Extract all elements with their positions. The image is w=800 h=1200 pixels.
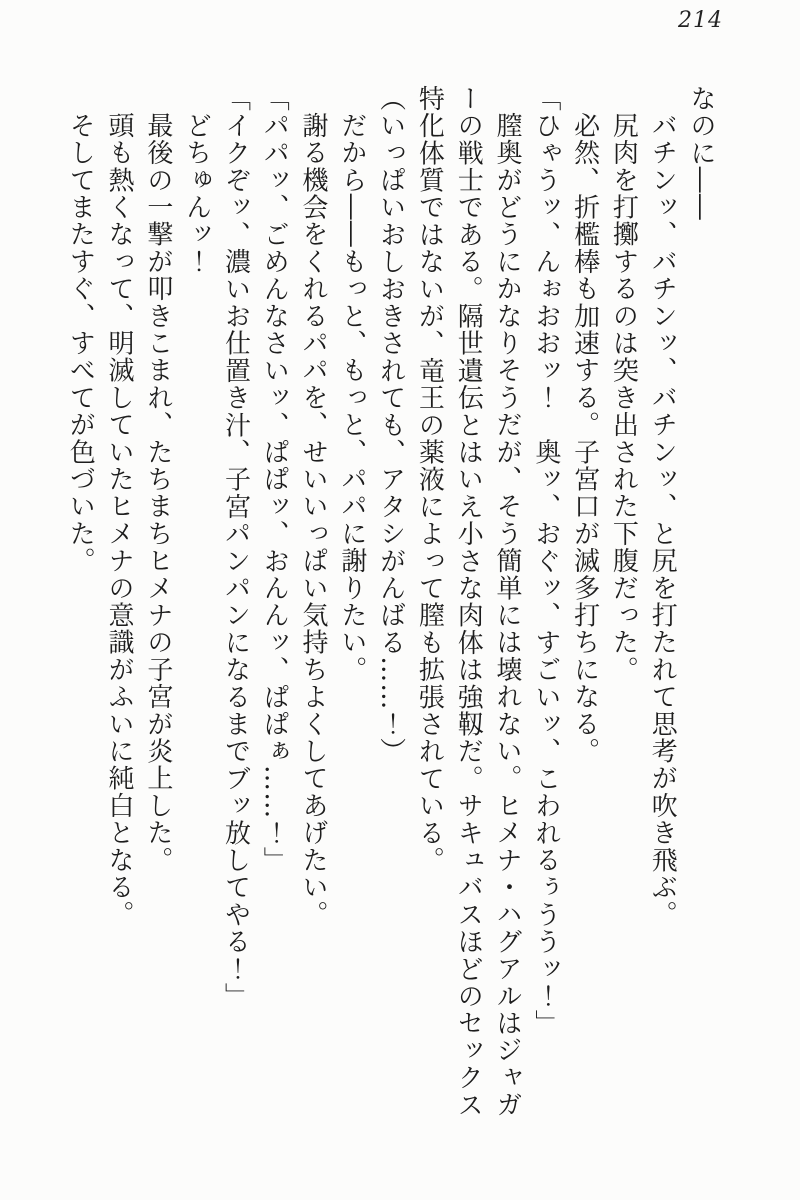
text-column: そしてまたすぐ、すべてが色づいた。 bbox=[65, 112, 96, 575]
text-column: 最後の一撃が叩きこまれ、たちまちヒメナの子宮が炎上した。 bbox=[142, 112, 173, 874]
text-column: バチンッ、バチンッ、バチンッ、と尻を打たれて思考が吹き飛ぶ。 bbox=[647, 112, 678, 928]
text-column: 頭も熱くなって、明滅していたヒメナの意識がふいに純白となる。 bbox=[104, 112, 135, 928]
text-column: 「ひゃうッ、んぉおおッ！ 奥ッ、おぐッ、すごいッ、こわれるぅううッ！」 bbox=[530, 85, 561, 1037]
vertical-text-body bbox=[60, 85, 720, 1170]
text-column: 「パパッ、ごめんなさいッ、ぱぱッ、おんんッ、ぱぱぁ……！」 bbox=[259, 85, 290, 874]
text-column: ーの戦士である。隔世遺伝とはいえ小さな肉体は強靱だ。サキュバスほどのセックス bbox=[453, 85, 484, 1119]
text-column: 膣奥がどうにかなりそうだが、そう簡単には壊れない。ヒメナ・ハグアルはジャガ bbox=[492, 112, 523, 1119]
page-number: 214 bbox=[678, 8, 723, 33]
text-column: だから――もっと、もっと、パパに謝りたい。 bbox=[336, 112, 367, 684]
text-column: 特化体質ではないが、竜王の薬液によって膣も拡張されている。 bbox=[414, 85, 445, 874]
text-column: 尻肉を打擲するのは突き出された下腹だった。 bbox=[608, 112, 639, 684]
text-column: 「イクぞッ、濃いお仕置き汁、子宮パンパンになるまでブッ放してやる！」 bbox=[220, 85, 251, 1010]
text-column: （いっぱいおしおきされても、アタシがんばる……！） bbox=[375, 85, 406, 765]
text-column: なのに―― bbox=[686, 85, 716, 221]
text-column: 必然、折檻棒も加速する。子宮口が滅多打ちになる。 bbox=[569, 112, 600, 765]
text-column: どちゅんッ！ bbox=[181, 112, 212, 276]
text-column: 謝る機会をくれるパパを、せいいっぱい気持ちよくしてあげたい。 bbox=[298, 112, 329, 928]
